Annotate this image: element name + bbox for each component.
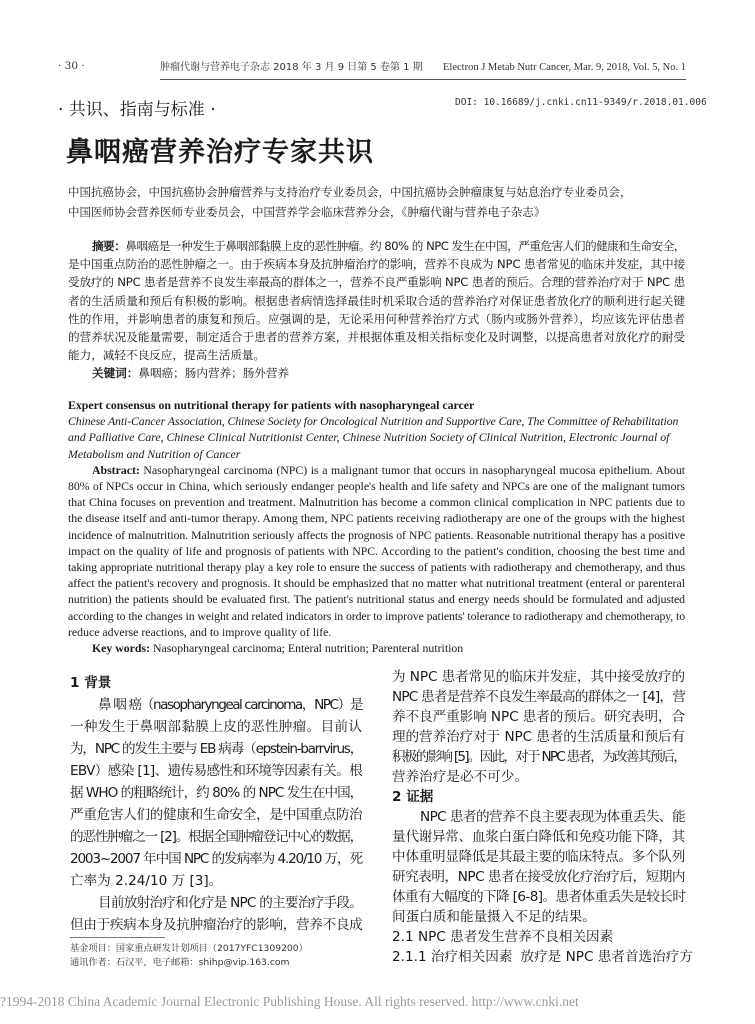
english-authors — [68, 413, 685, 462]
author-line: 中国医师协会营养医师专业委员会，中国营养学会临床营养分会，《肿瘤代谢与营养电子杂志》 — [68, 205, 546, 219]
english-abstract-text: Nasopharyngeal carcinoma (NPC) is a malignant tumor that occurs in nasopharyngeal mucosa epithelium. About — [143, 462, 686, 477]
text-line: 营养治疗是必不可少。 — [392, 769, 528, 785]
abstract-cn — [68, 237, 685, 383]
text-line: 是中国重点防治的恶性肿瘤之一。由于疾病本身及抗肿瘤治疗的影响，营养不良成为 NPC 患者常见的临床并发症，其中接 — [68, 257, 685, 272]
text-line: 研究表明，NPC 患者在接受放化疗治疗后，短期内 — [392, 869, 685, 885]
english-author-line: and Palliative Care, Chinese Clinical Nutritionist Center, Chinese Nutrition Society of Clinical Nutrition, Electronic Journal of — [68, 430, 670, 445]
footnotes — [70, 942, 370, 970]
text-line: impact on the quality of life and prognosis of patients with NPC. According to the patient's condition, choosing the best time and — [68, 543, 685, 558]
right-column — [392, 667, 693, 967]
footnote-rule — [70, 937, 165, 938]
english-abstract-label: Abstract: — [92, 462, 140, 477]
page-number: · 30 · — [58, 60, 85, 72]
page-title: 鼻咽癌营养治疗专家共识 — [66, 137, 374, 168]
text-line: 理的营养治疗对于 NPC 患者的生活质量和预后有 — [392, 729, 685, 745]
abstract-cn-label: 摘要： — [92, 239, 126, 253]
text-line: 受放疗的 NPC 患者是营养不良发生率最高的群体之一，营养不良严重影响 NPC 患者的预后。合理的营养治疗对于 NPC 患 — [68, 275, 685, 290]
doi: DOI: 10.16689/j.cnki.cn11-9349/r.2018.01.006 — [455, 97, 707, 108]
text-line: taking appropriate nutritional therapy play a key role to ensure the success of patients with radiotherapy and chemotherapy, and thus — [68, 560, 685, 575]
text-line: 目前放射治疗和化疗是 NPC 的主要治疗手段。 — [98, 895, 362, 911]
keywords-cn — [68, 364, 685, 382]
text-line: affect the patient's recovery and prognosis. It should be emphasized that no matter what nutritional treatment (enteral or parenteral — [68, 576, 685, 591]
text-line: 中体重明显降低是其最主要的临床特点。多个队列 — [392, 849, 685, 865]
paragraph — [68, 478, 685, 640]
english-keywords — [68, 640, 685, 656]
keywords-cn-label: 关键词： — [92, 366, 139, 381]
text-line: the disease itself and anti-tumor therapy. Among them, NPC patients receiving radiotherapy are one of the groups with the highest — [68, 511, 685, 526]
text-line: NPC 患者是营养不良发生率最高的群体之一 [4]，营 — [392, 689, 685, 705]
journal-title-en: Electron J Metab Nutr Cancer, Mar. 9, 2018, Vol. 5, No. 1 — [443, 62, 686, 73]
text-line: incidence of malnutrition. Malnutrition seriously affects the prognosis of NPC patients. Reasonable nutritional therapy has a positive — [68, 527, 685, 542]
english-keywords-text: Nasopharyngeal carcinoma; Enteral nutrition; Parenteral nutrition — [152, 641, 464, 656]
running-header — [160, 58, 686, 73]
english-keywords-label: Key words: — [92, 641, 150, 656]
heading-2-1-1: 2.1.1 治疗相关因素 — [392, 949, 513, 965]
text-line: 量代谢异常、血浆白蛋白降低和免疫功能下降，其 — [392, 829, 685, 845]
copyright-footer: ?1994-2018 China Academic Journal Electronic Publishing House. All rights reserved. http://www.cnki.net — [0, 994, 579, 1009]
heading-background: 1 背景 — [70, 675, 112, 691]
section-label: · 共识、指南与标准 · — [58, 100, 216, 120]
text-line: nutrition) the patients should be evaluated first. The patient's nutritional status and energy needs should be formulated and adjusted — [68, 592, 685, 607]
text-line: 能力，减轻不良反应，提高生活质量。 — [68, 348, 266, 363]
text-line: 2003~2007 年中国 NPC 的发病率为 4.20/10 万，死 — [70, 851, 362, 867]
english-title: Expert consensus on nutritional therapy for patients with nasopharyngeal carcer — [68, 398, 475, 412]
english-abstract-line-0 — [68, 462, 685, 478]
text-line: 体重有大幅度的下降 [6-8]。患者体重丢失是较长时 — [392, 889, 686, 905]
text-line: 积极的影响 [5]。因此，对于 NPC 患者，为改善其预后， — [392, 749, 685, 765]
paragraph — [392, 667, 685, 787]
text-line: 养不良严重影响 NPC 患者的预后。研究表明，合 — [392, 709, 685, 725]
abstract-cn-line-0 — [68, 237, 685, 255]
footnote-funding: 基金项目：国家重点研发计划项目（2017YFC1309200） — [70, 943, 308, 954]
paragraph — [68, 255, 685, 364]
text-line: according to the changes in weight and related indicators in order to improve patients' tolerance to radiotherapy and chemotherapy, to — [68, 608, 685, 623]
text-line: 性的作用，并影响患者的康复和预后。应强调的是，无论采用何种营养治疗方式（肠内或肠外营养），均应该先评估患者 — [68, 311, 685, 326]
keywords-cn-text: 鼻咽癌；肠内营养；肠外营养 — [138, 366, 290, 381]
text-line: 为 NPC 患者常见的临床并发症，其中接受放疗的 — [392, 669, 685, 685]
heading-2-1-1-line — [392, 947, 693, 967]
english-abstract — [68, 462, 685, 640]
text-line: 但由于疾病本身及抗肿瘤治疗的影响，营养不良成 — [70, 917, 363, 933]
text-line: 者的生活质量和预后有积极的影响。根据患者病情选择最佳时机采取合适的营养治疗对保证患者放化疗的顺利进行起关键 — [68, 293, 685, 308]
heading-evidence: 2 证据 — [392, 789, 434, 805]
author-line: 中国抗癌协会，中国抗癌协会肿瘤营养与支持治疗专业委员会，中国抗癌协会肿瘤康复与姑息治疗专业委员会， — [68, 185, 632, 199]
authors-cn — [68, 182, 688, 222]
text-line: 80% of NPCs occur in China, which seriously endanger people's health and life safety and NPCs are one of the malignant tumors — [68, 479, 685, 494]
text-line: EBV）感染 [1]、遗传易感性和环境等因素有关。根 — [70, 763, 362, 779]
text-line: 亡率为 2.24/10 万 [3]。 — [70, 873, 223, 889]
journal-title-cn: 肿瘤代谢与营养电子杂志 2018 年 3 月 9 日第 5 卷第 1 期 — [160, 62, 423, 73]
text-line: 的营养状况及能量需要，制定适合于患者的营养方案，并根据体重及相关指标变化及时调整，以提高患者对放化疗的耐受 — [68, 330, 685, 345]
text-line: NPC 患者的营养不良主要表现为体重丢失、能 — [420, 809, 685, 825]
text-line: 严重危害人们的健康和生命安全，是中国重点防治 — [70, 807, 363, 823]
english-author-line: Metabolism and Nutrition of Cancer — [68, 446, 241, 461]
text-line: 为，NPC 的发生主要与 EB 病毒（epstein-barrvirus， — [70, 741, 362, 757]
footnote-correspondence: 通讯作者：石汉平，电子邮箱：shihp@vip.163.com — [70, 957, 290, 968]
abstract-cn-text: 鼻咽癌是一种发生于鼻咽部黏膜上皮的恶性肿瘤。约 80% 的 NPC 发生在中国，严重危害人们的健康和生命安全， — [125, 239, 685, 253]
heading-2-1-1-text: 放疗是 NPC 患者首选治疗方 — [520, 949, 693, 965]
text-line: reduce adverse reactions, and to improve quality of life. — [68, 624, 332, 639]
english-section — [68, 397, 685, 656]
text-line: 间蛋白质和能量摄入不足的结果。 — [392, 909, 596, 925]
paragraph — [392, 807, 685, 927]
paragraph — [70, 694, 362, 936]
heading-2-1: 2.1 NPC 患者发生营养不良相关因素 — [392, 929, 614, 945]
text-line: 鼻 咽 癌（nasopharyngeal carcinoma，NPC）是 — [98, 697, 362, 713]
left-column — [70, 672, 362, 936]
english-author-line: Chinese Anti-Cancer Association, Chinese Society for Oncological Nutrition and Supportive Care, The Committee of Rehabilitation — [68, 414, 679, 429]
text-line: 据 WHO 的粗略统计，约 80% 的 NPC 发生在中国， — [70, 785, 363, 801]
text-line: 一种发生于鼻咽部黏膜上皮的恶性肿瘤。目前认 — [70, 719, 362, 735]
text-line: that China focuses on prevention and treatment. Malnutrition has become a common clinical complication in NPC patients due to — [68, 495, 685, 510]
text-line: 的恶性肿瘤之一 [2]。根据全国肿瘤登记中心的数据， — [70, 829, 362, 845]
header-rule — [160, 79, 686, 80]
